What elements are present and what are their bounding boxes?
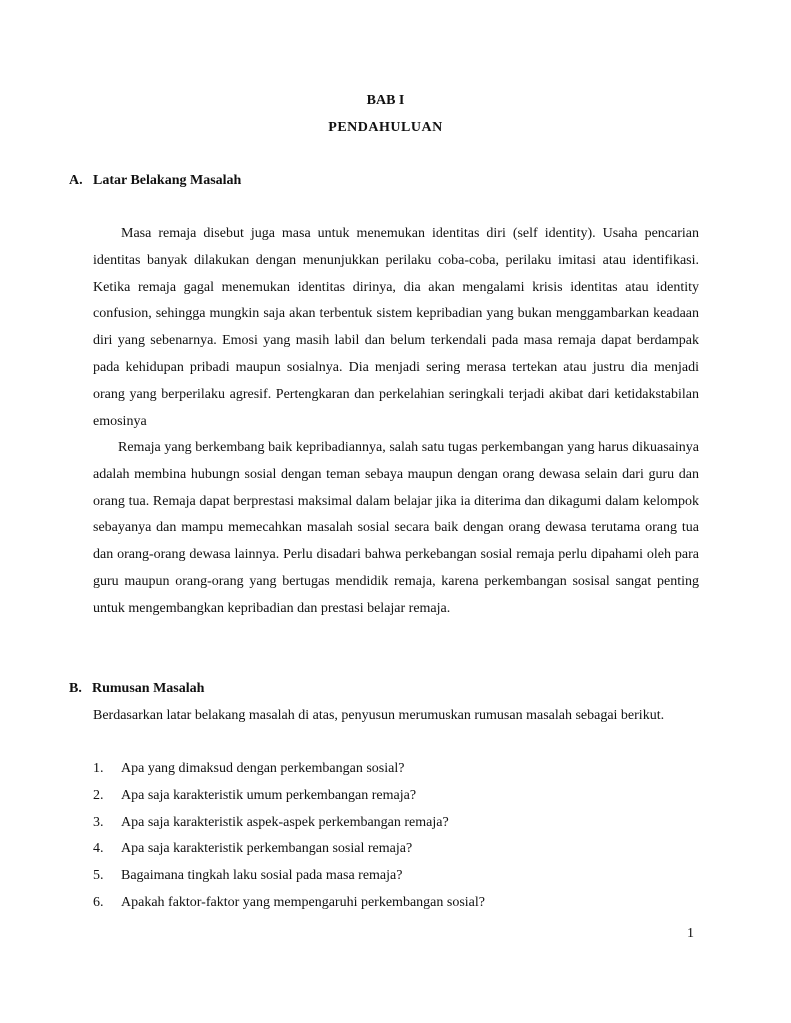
section-a-title: Latar Belakang Masalah (93, 173, 242, 188)
list-item-number: 1. (93, 761, 104, 776)
problem-question-list (93, 756, 699, 917)
list-item-text: Apa saja karakteristik umum perkembangan remaja? (121, 787, 417, 803)
section-b-letter: B. (69, 681, 82, 696)
background-paragraph-2: Remaja yang berkembang baik kepribadiannya, salah satu tugas perkembangan yang harus dikuasainya adalah membina hubungn sosial dengan teman sebaya maupun dengan orang dewasa selain dari guru dan orang tua. Remaja dapat berprestasi maksimal dalam belajar jika ia diterima dan dikagumi dalam kelompok sebayanya dan mampu memecahkan masalah sosial secara baik dengan orang dewasa terutama orang tua dan orang-orang dewasa lainnya. Perlu disadari bahwa perkebangan sosial remaja perlu dipahami oleh para guru maupun orang-orang yang bertugas mendidik remaja, karena perkembangan sosisal sangat penting untuk mengembangkan kepribadian dan prestasi belajar remaja. (93, 440, 699, 616)
list-item-number: 2. (93, 787, 104, 803)
section-a-letter: A. (69, 173, 83, 188)
page-number: 1 (687, 926, 694, 941)
section-b-title: Rumusan Masalah (92, 681, 205, 696)
list-item-number: 6. (93, 894, 104, 910)
list-item (93, 810, 699, 837)
chapter-number: BAB I (366, 93, 405, 108)
problem-intro-paragraph: Berdasarkan latar belakang masalah di atas, penyusun merumuskan rumusan masalah sebagai berikut. (93, 708, 665, 723)
list-item (93, 783, 699, 810)
list-item-text: Apa yang dimaksud dengan perkembangan sosial? (121, 761, 405, 776)
list-item (93, 836, 699, 863)
list-item-number: 4. (93, 841, 104, 857)
list-item (93, 756, 699, 783)
list-item-text: Apa saja karakteristik aspek-aspek perkembangan remaja? (121, 814, 449, 830)
list-item (93, 863, 699, 890)
list-item-number: 5. (93, 868, 104, 884)
list-item-text: Apakah faktor-faktor yang mempengaruhi perkembangan sosial? (121, 894, 485, 910)
list-item (93, 890, 699, 917)
list-item-number: 3. (93, 814, 104, 830)
background-paragraph-1: Masa remaja disebut juga masa untuk menemukan identitas diri (self identity). Usaha pencarian identitas banyak dilakukan dengan menunjukkan perilaku coba-coba, perilaku imitasi atau identifikasi. Ketika remaja gagal menemukan identitas dirinya, dia akan mengalami krisis identitas atau identity confusion, sehingga mungkin saja akan terbentuk sistem kepribadian yang bukan menggambarkan keadaan diri yang sebenarnya. Emosi yang masih labil dan belum terkendali pada masa remaja dapat berdampak pada kehidupan pribadi maupun sosialnya. Dia menjadi sering merasa tertekan atau justru dia menjadi orang yang berperilaku agresif. Pertengkaran dan perkelahian seringkali terjadi akibat dari ketidakstabilan emosinya (93, 226, 699, 429)
list-item-text: Apa saja karakteristik perkembangan sosial remaja? (121, 841, 413, 857)
section-b-heading (69, 681, 204, 697)
list-item-text: Bagaimana tingkah laku sosial pada masa remaja? (121, 868, 403, 884)
chapter-title: PENDAHULUAN (328, 120, 443, 135)
section-a-heading (69, 173, 241, 189)
